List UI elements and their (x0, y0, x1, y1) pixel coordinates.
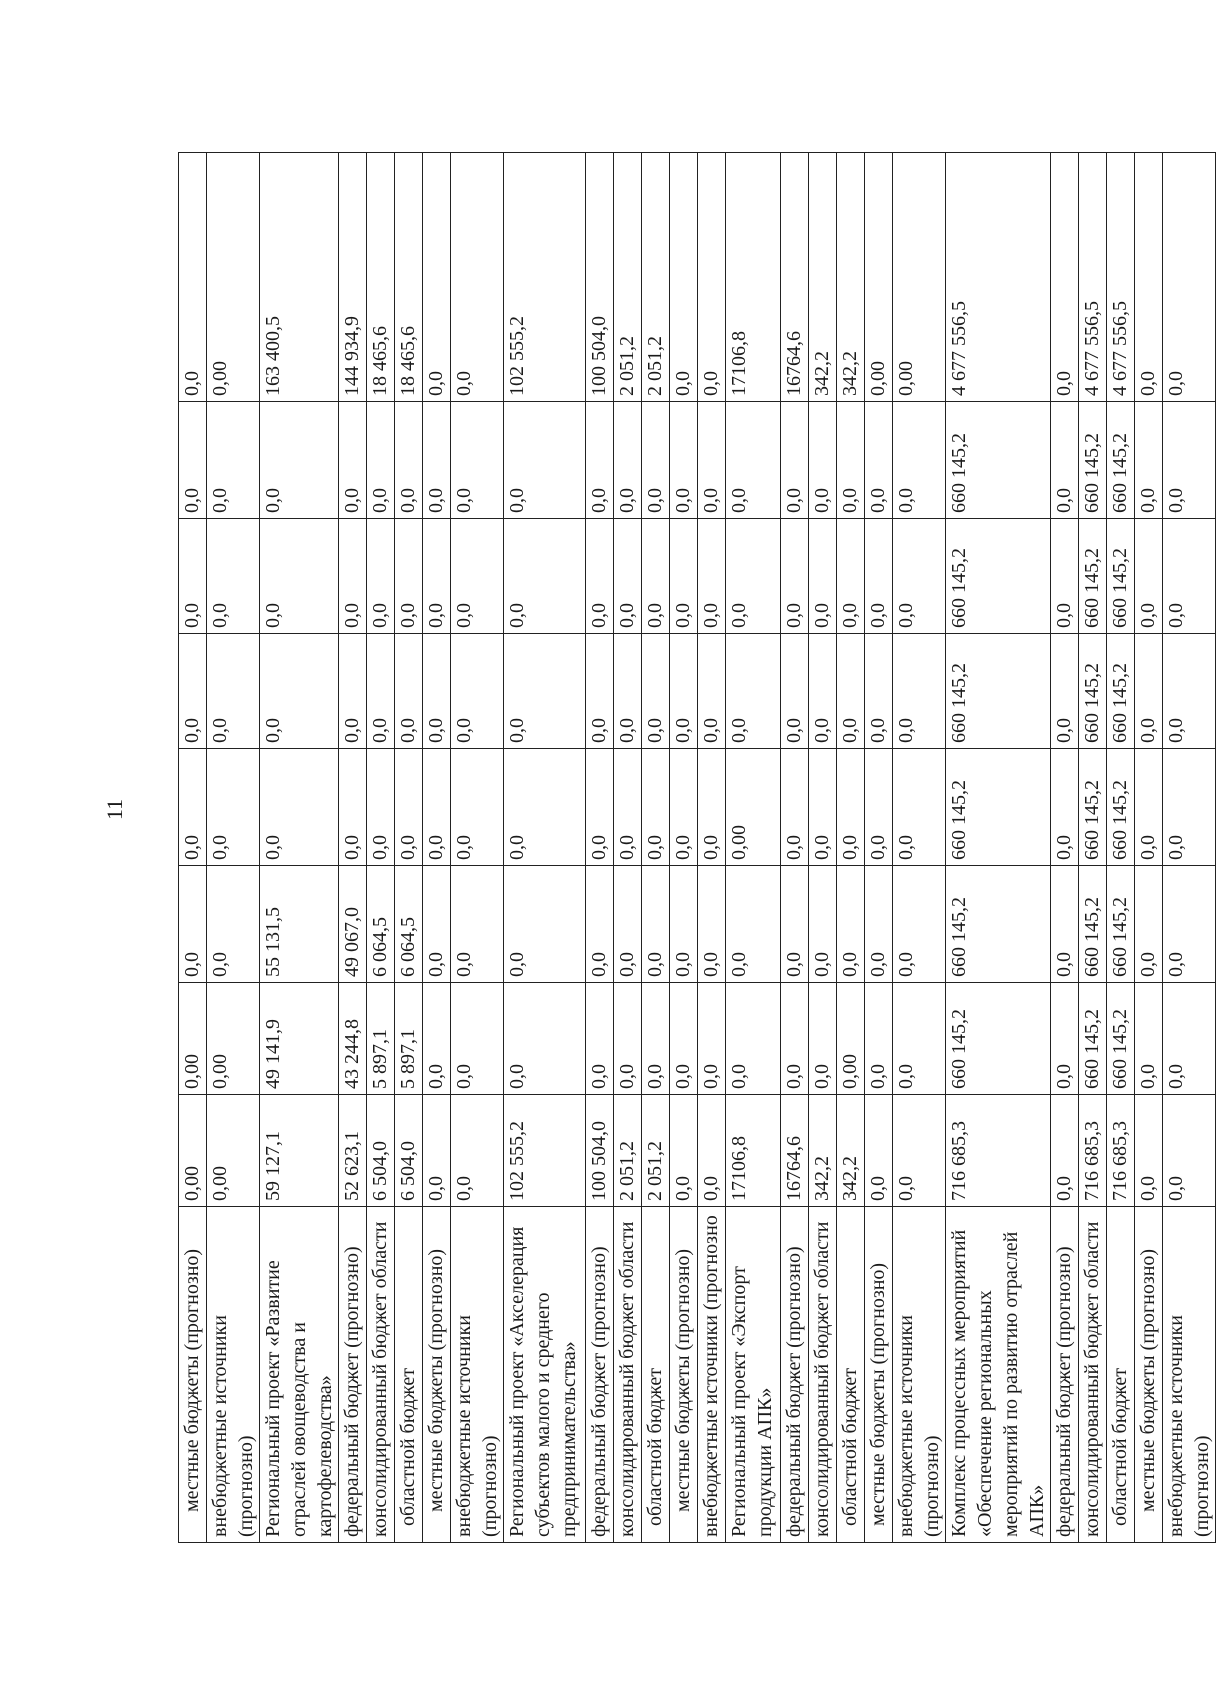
total-cell: 0,0 (1163, 153, 1216, 402)
value-cell: 660 145,2 (946, 983, 1051, 1095)
value-cell: 0,00 (179, 1095, 207, 1207)
table-row (670, 153, 698, 1543)
value-cell: 0,0 (670, 402, 698, 519)
value-cell: 0,0 (367, 634, 395, 749)
row-label: федеральный бюджет (прогнозно) (1051, 1207, 1079, 1543)
value-cell: 6 064,5 (395, 866, 423, 983)
value-cell: 0,0 (504, 519, 586, 634)
value-cell: 0,0 (423, 749, 451, 866)
value-cell: 0,0 (698, 1095, 726, 1207)
table-row (865, 153, 893, 1543)
value-cell: 0,0 (698, 634, 726, 749)
total-cell: 18 465,6 (367, 153, 395, 402)
row-label: внебюджетные источники (прогнозно) (1163, 1207, 1216, 1543)
value-cell: 0,0 (1135, 519, 1163, 634)
value-cell: 660 145,2 (1107, 634, 1135, 749)
value-cell: 0,0 (670, 866, 698, 983)
value-cell: 0,0 (1163, 983, 1216, 1095)
value-cell: 6 504,0 (367, 1095, 395, 1207)
value-cell: 0,0 (1135, 634, 1163, 749)
page-number: 11 (102, 798, 127, 820)
value-cell: 0,0 (865, 519, 893, 634)
value-cell: 0,0 (865, 1095, 893, 1207)
value-cell: 0,0 (179, 749, 207, 866)
value-cell: 0,0 (1051, 983, 1079, 1095)
value-cell: 0,0 (726, 983, 781, 1095)
table-row (451, 153, 504, 1543)
value-cell: 0,0 (1051, 749, 1079, 866)
value-cell: 0,00 (726, 749, 781, 866)
value-cell: 0,0 (837, 634, 865, 749)
table-row (395, 153, 423, 1543)
value-cell: 0,0 (642, 866, 670, 983)
value-cell: 660 145,2 (946, 749, 1051, 866)
value-cell: 17106,8 (726, 1095, 781, 1207)
row-label: областной бюджет (837, 1207, 865, 1543)
value-cell: 0,0 (865, 634, 893, 749)
value-cell: 0,0 (893, 1095, 946, 1207)
value-cell: 0,0 (893, 749, 946, 866)
value-cell: 0,0 (451, 983, 504, 1095)
value-cell: 660 145,2 (1107, 983, 1135, 1095)
value-cell: 0,0 (837, 749, 865, 866)
value-cell: 0,0 (865, 749, 893, 866)
value-cell: 2 051,2 (614, 1095, 642, 1207)
value-cell: 0,0 (698, 983, 726, 1095)
value-cell: 0,0 (179, 519, 207, 634)
row-label: областной бюджет (1107, 1207, 1135, 1543)
row-label: Региональный проект «Экспорт продукции АПК» (726, 1207, 781, 1543)
value-cell: 49 141,9 (260, 983, 339, 1095)
value-cell: 0,0 (781, 866, 809, 983)
value-cell: 0,0 (586, 634, 614, 749)
value-cell: 0,0 (865, 866, 893, 983)
value-cell: 0,0 (726, 519, 781, 634)
value-cell: 0,0 (207, 866, 260, 983)
value-cell: 0,0 (451, 519, 504, 634)
total-cell: 100 504,0 (586, 153, 614, 402)
value-cell: 100 504,0 (586, 1095, 614, 1207)
value-cell: 0,0 (809, 983, 837, 1095)
table-row (1051, 153, 1079, 1543)
value-cell: 0,0 (1163, 634, 1216, 749)
total-cell: 0,0 (179, 153, 207, 402)
value-cell: 0,0 (339, 519, 367, 634)
table-row (339, 153, 367, 1543)
table-row (614, 153, 642, 1543)
table-row (893, 153, 946, 1543)
row-label: федеральный бюджет (прогнозно) (339, 1207, 367, 1543)
total-cell: 342,2 (809, 153, 837, 402)
value-cell: 0,0 (207, 749, 260, 866)
value-cell: 0,0 (1051, 866, 1079, 983)
value-cell: 0,0 (339, 402, 367, 519)
value-cell: 0,0 (865, 983, 893, 1095)
value-cell: 0,0 (698, 749, 726, 866)
value-cell: 0,0 (809, 749, 837, 866)
row-label: местные бюджеты (прогнозно) (670, 1207, 698, 1543)
value-cell: 0,0 (451, 749, 504, 866)
total-cell: 0,0 (451, 153, 504, 402)
value-cell: 0,0 (451, 866, 504, 983)
value-cell: 0,0 (1135, 983, 1163, 1095)
total-cell: 144 934,9 (339, 153, 367, 402)
value-cell: 0,0 (837, 402, 865, 519)
value-cell: 0,0 (642, 749, 670, 866)
row-label: внебюджетные источники (прогнозно) (207, 1207, 260, 1543)
table-row (586, 153, 614, 1543)
value-cell: 0,0 (893, 519, 946, 634)
value-cell: 660 145,2 (1079, 983, 1107, 1095)
total-cell: 2 051,2 (614, 153, 642, 402)
value-cell: 0,0 (670, 519, 698, 634)
row-label: Региональный проект «Акселерация субъектов малого и среднего предпринимательства» (504, 1207, 586, 1543)
total-cell: 0,0 (698, 153, 726, 402)
value-cell: 0,0 (1163, 866, 1216, 983)
table-row (1107, 153, 1135, 1543)
value-cell: 0,0 (260, 402, 339, 519)
total-cell: 0,00 (893, 153, 946, 402)
total-cell: 0,00 (207, 153, 260, 402)
value-cell: 0,0 (726, 402, 781, 519)
value-cell: 0,0 (339, 634, 367, 749)
value-cell: 0,0 (614, 402, 642, 519)
table-row (726, 153, 781, 1543)
value-cell: 0,0 (367, 402, 395, 519)
value-cell: 660 145,2 (946, 519, 1051, 634)
value-cell: 102 555,2 (504, 1095, 586, 1207)
value-cell: 716 685,3 (946, 1095, 1051, 1207)
rotated-table-wrapper (178, 153, 1213, 1543)
value-cell: 660 145,2 (1079, 866, 1107, 983)
table-row (781, 153, 809, 1543)
value-cell: 716 685,3 (1079, 1095, 1107, 1207)
row-label: внебюджетные источники (прогнозно (698, 1207, 726, 1543)
value-cell: 0,0 (260, 634, 339, 749)
value-cell: 0,0 (670, 983, 698, 1095)
row-label: местные бюджеты (прогнозно) (1135, 1207, 1163, 1543)
value-cell: 0,0 (1135, 866, 1163, 983)
value-cell: 0,0 (642, 634, 670, 749)
value-cell: 0,0 (423, 866, 451, 983)
value-cell: 660 145,2 (1107, 519, 1135, 634)
value-cell: 0,0 (1163, 749, 1216, 866)
row-label: федеральный бюджет (прогнозно) (586, 1207, 614, 1543)
value-cell: 0,0 (504, 634, 586, 749)
value-cell: 0,0 (642, 402, 670, 519)
value-cell: 0,0 (865, 402, 893, 519)
value-cell: 0,0 (837, 866, 865, 983)
value-cell: 0,0 (423, 634, 451, 749)
value-cell: 660 145,2 (1107, 402, 1135, 519)
value-cell: 660 145,2 (1107, 866, 1135, 983)
value-cell: 0,00 (179, 983, 207, 1095)
row-label: областной бюджет (395, 1207, 423, 1543)
row-label: местные бюджеты (прогнозно) (179, 1207, 207, 1543)
value-cell: 0,0 (179, 634, 207, 749)
value-cell: 0,0 (893, 634, 946, 749)
value-cell: 0,0 (1051, 402, 1079, 519)
value-cell: 0,0 (1051, 634, 1079, 749)
value-cell: 0,0 (423, 1095, 451, 1207)
value-cell: 0,00 (837, 983, 865, 1095)
value-cell: 0,0 (642, 983, 670, 1095)
total-cell: 102 555,2 (504, 153, 586, 402)
total-cell: 16764,6 (781, 153, 809, 402)
value-cell: 0,0 (395, 634, 423, 749)
value-cell: 0,0 (614, 983, 642, 1095)
value-cell: 716 685,3 (1107, 1095, 1135, 1207)
value-cell: 342,2 (809, 1095, 837, 1207)
value-cell: 0,0 (179, 402, 207, 519)
value-cell: 0,0 (423, 983, 451, 1095)
value-cell: 0,0 (1135, 749, 1163, 866)
value-cell: 0,0 (837, 519, 865, 634)
value-cell: 0,0 (586, 519, 614, 634)
value-cell: 0,0 (395, 519, 423, 634)
value-cell: 660 145,2 (1079, 402, 1107, 519)
value-cell: 0,0 (781, 519, 809, 634)
value-cell: 0,0 (367, 519, 395, 634)
row-label: местные бюджеты (прогнозно) (865, 1207, 893, 1543)
value-cell: 0,0 (586, 983, 614, 1095)
table-row (504, 153, 586, 1543)
value-cell: 660 145,2 (1079, 634, 1107, 749)
table-row (1135, 153, 1163, 1543)
row-label: консолидированный бюджет области (367, 1207, 395, 1543)
table-row (179, 153, 207, 1543)
value-cell: 0,0 (809, 402, 837, 519)
value-cell: 0,0 (504, 866, 586, 983)
value-cell: 660 145,2 (1079, 519, 1107, 634)
row-label: консолидированный бюджет области (809, 1207, 837, 1543)
value-cell: 0,0 (423, 402, 451, 519)
value-cell: 0,0 (395, 402, 423, 519)
value-cell: 0,0 (504, 749, 586, 866)
value-cell: 0,0 (207, 402, 260, 519)
value-cell: 0,0 (451, 1095, 504, 1207)
total-cell: 0,00 (865, 153, 893, 402)
value-cell: 0,0 (809, 866, 837, 983)
value-cell: 0,0 (260, 519, 339, 634)
value-cell: 0,0 (809, 634, 837, 749)
value-cell: 6 504,0 (395, 1095, 423, 1207)
total-cell: 342,2 (837, 153, 865, 402)
value-cell: 0,0 (207, 634, 260, 749)
value-cell: 342,2 (837, 1095, 865, 1207)
table-row (367, 153, 395, 1543)
value-cell: 0,00 (207, 1095, 260, 1207)
value-cell: 660 145,2 (946, 402, 1051, 519)
value-cell: 0,0 (1051, 519, 1079, 634)
row-label: областной бюджет (642, 1207, 670, 1543)
table-row (698, 153, 726, 1543)
value-cell: 0,0 (1135, 402, 1163, 519)
row-label: Региональный проект «Развитие отраслей овощеводства и картофелеводства» (260, 1207, 339, 1543)
value-cell: 5 897,1 (395, 983, 423, 1095)
value-cell: 55 131,5 (260, 866, 339, 983)
table-row (207, 153, 260, 1543)
value-cell: 0,0 (395, 749, 423, 866)
value-cell: 0,0 (179, 866, 207, 983)
value-cell: 0,0 (614, 866, 642, 983)
budget-table (178, 152, 1216, 1543)
value-cell: 0,0 (260, 749, 339, 866)
value-cell: 43 244,8 (339, 983, 367, 1095)
value-cell: 0,0 (726, 634, 781, 749)
total-cell: 18 465,6 (395, 153, 423, 402)
value-cell: 0,00 (207, 983, 260, 1095)
value-cell: 660 145,2 (1107, 749, 1135, 866)
value-cell: 660 145,2 (1079, 749, 1107, 866)
value-cell: 0,0 (586, 749, 614, 866)
value-cell: 5 897,1 (367, 983, 395, 1095)
value-cell: 660 145,2 (946, 634, 1051, 749)
table-row (837, 153, 865, 1543)
value-cell: 0,0 (670, 1095, 698, 1207)
table-row (1079, 153, 1107, 1543)
value-cell: 0,0 (451, 634, 504, 749)
value-cell: 0,0 (781, 402, 809, 519)
value-cell: 0,0 (726, 866, 781, 983)
total-cell: 17106,8 (726, 153, 781, 402)
table-row (260, 153, 339, 1543)
value-cell: 0,0 (893, 402, 946, 519)
value-cell: 660 145,2 (946, 866, 1051, 983)
total-cell: 4 677 556,5 (1107, 153, 1135, 402)
value-cell: 0,0 (586, 866, 614, 983)
value-cell: 0,0 (893, 866, 946, 983)
budget-table-body (179, 153, 1216, 1543)
table-row (809, 153, 837, 1543)
row-label: внебюджетные источники (прогнозно) (893, 1207, 946, 1543)
total-cell: 4 677 556,5 (946, 153, 1051, 402)
value-cell: 0,0 (451, 402, 504, 519)
value-cell: 6 064,5 (367, 866, 395, 983)
total-cell: 163 400,5 (260, 153, 339, 402)
value-cell: 59 127,1 (260, 1095, 339, 1207)
value-cell: 0,0 (698, 866, 726, 983)
value-cell: 0,0 (423, 519, 451, 634)
total-cell: 0,0 (423, 153, 451, 402)
value-cell: 49 067,0 (339, 866, 367, 983)
value-cell: 0,0 (1163, 1095, 1216, 1207)
value-cell: 0,0 (614, 749, 642, 866)
value-cell: 2 051,2 (642, 1095, 670, 1207)
value-cell: 0,0 (614, 634, 642, 749)
total-cell: 2 051,2 (642, 153, 670, 402)
value-cell: 0,0 (781, 634, 809, 749)
row-label: местные бюджеты (прогнозно) (423, 1207, 451, 1543)
value-cell: 0,0 (504, 983, 586, 1095)
value-cell: 0,0 (642, 519, 670, 634)
value-cell: 0,0 (1163, 519, 1216, 634)
value-cell: 0,0 (367, 749, 395, 866)
total-cell: 0,0 (1051, 153, 1079, 402)
value-cell: 0,0 (614, 519, 642, 634)
value-cell: 0,0 (809, 519, 837, 634)
value-cell: 0,0 (1163, 402, 1216, 519)
total-cell: 0,0 (670, 153, 698, 402)
value-cell: 0,0 (504, 402, 586, 519)
value-cell: 0,0 (207, 519, 260, 634)
value-cell: 0,0 (781, 749, 809, 866)
total-cell: 4 677 556,5 (1079, 153, 1107, 402)
row-label: консолидированный бюджет области (614, 1207, 642, 1543)
value-cell: 0,0 (893, 983, 946, 1095)
table-row (946, 153, 1051, 1543)
row-label: внебюджетные источники (прогнозно) (451, 1207, 504, 1543)
value-cell: 0,0 (781, 983, 809, 1095)
row-label: консолидированный бюджет области (1079, 1207, 1107, 1543)
value-cell: 52 623,1 (339, 1095, 367, 1207)
value-cell: 0,0 (339, 749, 367, 866)
value-cell: 0,0 (670, 634, 698, 749)
total-cell: 0,0 (1135, 153, 1163, 402)
value-cell: 0,0 (698, 519, 726, 634)
row-label: Комплекс процессных мероприятий «Обеспечение региональных мероприятий по развитию отраслей АПК» (946, 1207, 1051, 1543)
value-cell: 0,0 (1051, 1095, 1079, 1207)
row-label: федеральный бюджет (прогнозно) (781, 1207, 809, 1543)
value-cell: 0,0 (1135, 1095, 1163, 1207)
value-cell: 0,0 (670, 749, 698, 866)
value-cell: 0,0 (586, 402, 614, 519)
value-cell: 16764,6 (781, 1095, 809, 1207)
value-cell: 0,0 (698, 402, 726, 519)
table-row (423, 153, 451, 1543)
table-row (642, 153, 670, 1543)
table-row (1163, 153, 1216, 1543)
